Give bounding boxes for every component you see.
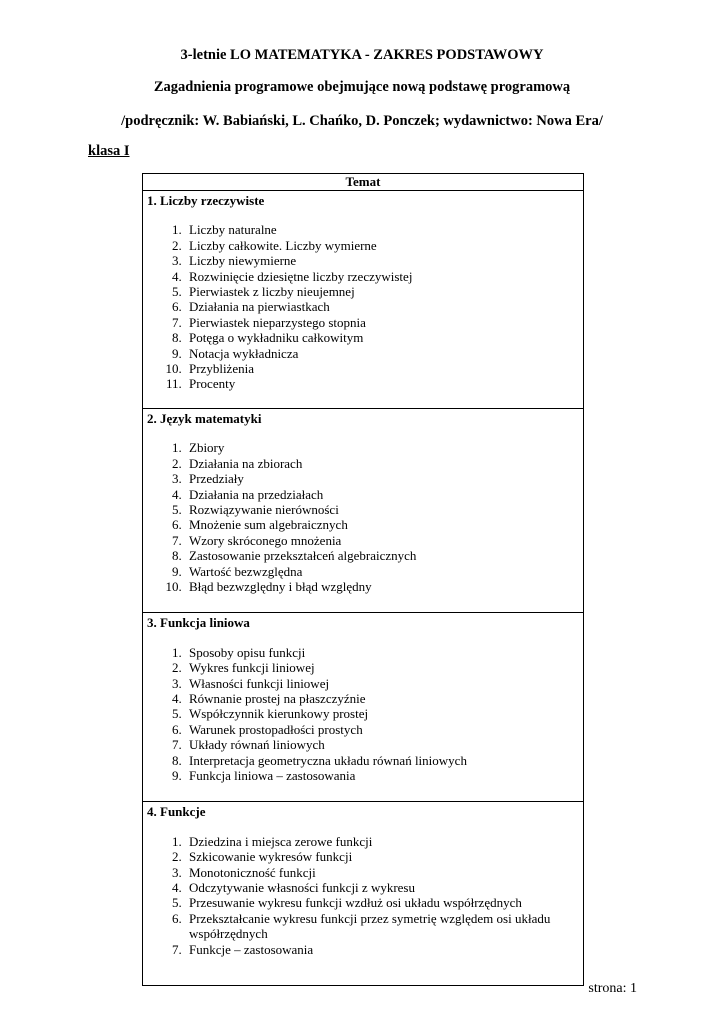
section-title: 4. Funkcje: [147, 804, 206, 820]
topic-item: 4. Odczytywanie własności funkcji z wykresu: [185, 880, 579, 895]
section-title: 1. Liczby rzeczywiste: [147, 193, 265, 208]
topic-list: [147, 645, 579, 784]
topic-item: 4. Równanie prostej na płaszczyźnie: [185, 691, 579, 706]
topic-item: 10. Błąd bezwzględny i błąd względny: [185, 579, 579, 594]
topic-item: 8. Interpretacja geometryczna układu równań liniowych: [185, 753, 579, 768]
section-title: 3. Funkcja liniowa: [147, 615, 250, 631]
topic-item: 2. Liczby całkowite. Liczby wymierne: [185, 238, 579, 253]
topic-item: 9. Wartość bezwzględna: [185, 564, 579, 579]
topic-section: [143, 191, 583, 409]
topic-item: 2. Wykres funkcji liniowej: [185, 660, 579, 675]
topic-item: 1. Sposoby opisu funkcji: [185, 645, 579, 660]
topic-item: 5. Przesuwanie wykresu funkcji wzdłuż osi układu współrzędnych: [185, 895, 579, 910]
topic-item: 8. Zastosowanie przekształceń algebraicznych: [185, 548, 579, 563]
topic-item: 1. Liczby naturalne: [185, 222, 579, 237]
topic-item: 6. Działania na pierwiastkach: [185, 299, 579, 314]
topic-section: [143, 613, 583, 802]
page-number: strona: 1: [588, 981, 637, 996]
topic-item: 7. Wzory skróconego mnożenia: [185, 533, 579, 548]
topics-table: [142, 173, 584, 986]
topic-item: 7. Układy równań liniowych: [185, 737, 579, 752]
topic-item: 1. Dziedzina i miejsca zerowe funkcji: [185, 834, 579, 849]
topic-item: 9. Funkcja liniowa – zastosowania: [185, 768, 579, 783]
topic-item: 11. Procenty: [185, 376, 579, 391]
document-subtitle: Zagadnienia programowe obejmujące nową podstawę programową: [153, 79, 571, 95]
topic-item: 8. Potęga o wykładniku całkowitym: [185, 330, 579, 345]
class-label: klasa I: [88, 143, 130, 159]
topic-item: 5. Współczynnik kierunkowy prostej: [185, 706, 579, 721]
topic-item: 4. Działania na przedziałach: [185, 487, 579, 502]
empty-row: [143, 971, 583, 985]
topic-list: [147, 834, 579, 957]
topic-item: 7. Funkcje – zastosowania: [185, 942, 579, 957]
textbook-info: /podręcznik: W. Babiański, L. Chańko, D. Ponczek; wydawnictwo: Nowa Era/: [121, 113, 603, 129]
topic-list: [147, 440, 579, 594]
topic-section: [143, 409, 583, 613]
topic-item: 6. Przekształcanie wykresu funkcji przez symetrię względem osi układu współrzędnych: [185, 911, 579, 942]
topic-item: 10. Przybliżenia: [185, 361, 579, 376]
table-header: Temat: [143, 174, 583, 191]
topic-item: 4. Rozwinięcie dziesiętne liczby rzeczywistej: [185, 269, 579, 284]
topic-item: 3. Przedziały: [185, 471, 579, 486]
topic-item: 3. Liczby niewymierne: [185, 253, 579, 268]
topic-item: 5. Rozwiązywanie nierówności: [185, 502, 579, 517]
topic-item: 2. Działania na zbiorach: [185, 456, 579, 471]
section-title: 2. Język matematyki: [147, 410, 262, 426]
topic-item: 7. Pierwiastek nieparzystego stopnia: [185, 315, 579, 330]
topic-list: [147, 222, 579, 391]
document-title: 3-letnie LO MATEMATYKA - ZAKRES PODSTAWOWY: [180, 47, 544, 63]
topic-item: 1. Zbiory: [185, 440, 579, 455]
topic-item: 5. Pierwiastek z liczby nieujemnej: [185, 284, 579, 299]
topic-item: 9. Notacja wykładnicza: [185, 346, 579, 361]
topic-item: 3. Monotoniczność funkcji: [185, 865, 579, 880]
topic-item: 3. Własności funkcji liniowej: [185, 676, 579, 691]
topic-item: 2. Szkicowanie wykresów funkcji: [185, 849, 579, 864]
topic-item: 6. Warunek prostopadłości prostych: [185, 722, 579, 737]
topic-section: [143, 802, 583, 971]
topic-item: 6. Mnożenie sum algebraicznych: [185, 517, 579, 532]
